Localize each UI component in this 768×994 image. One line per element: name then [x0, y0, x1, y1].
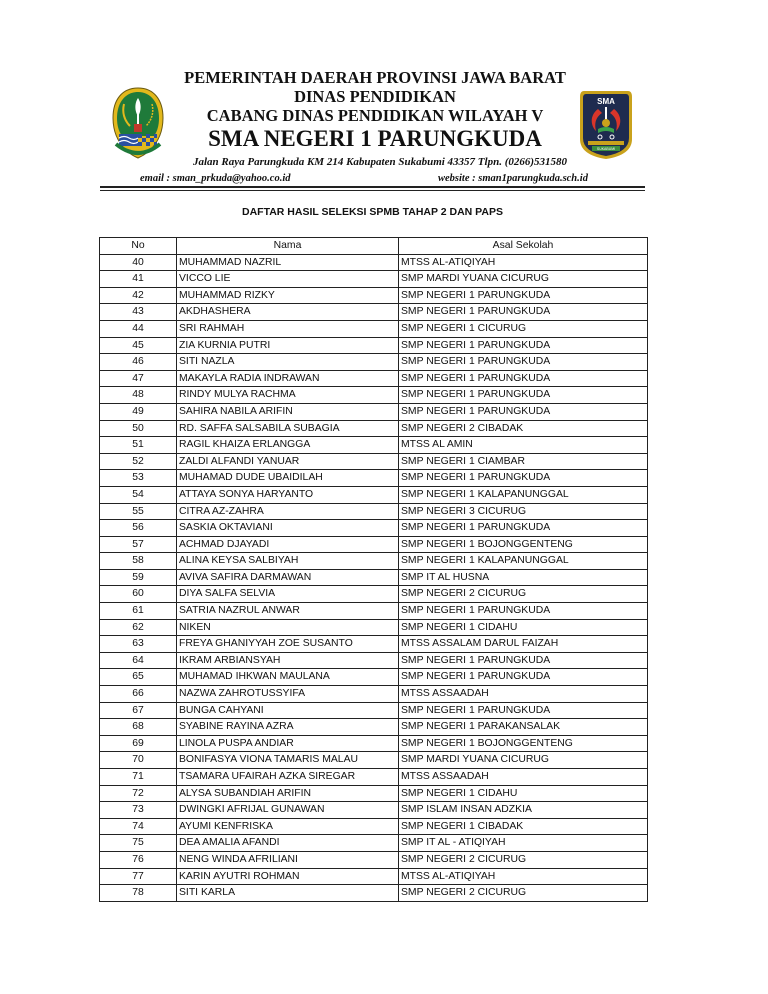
letterhead	[170, 68, 580, 152]
cell-nama: TSAMARA UFAIRAH AZKA SIREGAR	[177, 769, 399, 786]
cell-nama: DEA AMALIA AFANDI	[177, 835, 399, 852]
jawa-barat-emblem-icon	[110, 86, 166, 160]
cell-nama: BONIFASYA VIONA TAMARIS MALAU	[177, 752, 399, 769]
cell-asal-sekolah: SMP NEGERI 1 PARUNGKUDA	[399, 370, 648, 387]
cell-asal-sekolah: SMP NEGERI 1 BOJONGGENTENG	[399, 735, 648, 752]
school-emblem-icon	[578, 87, 634, 161]
cell-no: 57	[100, 536, 177, 553]
table-row	[100, 287, 648, 304]
cell-nama: AVIVA SAFIRA DARMAWAN	[177, 569, 399, 586]
cell-nama: CITRA AZ-ZAHRA	[177, 503, 399, 520]
table-row	[100, 719, 648, 736]
cell-no: 66	[100, 686, 177, 703]
cell-nama: MUHAMMAD RIZKY	[177, 287, 399, 304]
cell-nama: IKRAM ARBIANSYAH	[177, 652, 399, 669]
table-row	[100, 304, 648, 321]
cell-asal-sekolah: MTSS AL AMIN	[399, 437, 648, 454]
cell-nama: LINOLA PUSPA ANDIAR	[177, 735, 399, 752]
cell-no: 53	[100, 470, 177, 487]
cell-asal-sekolah: SMP IT AL - ATIQIYAH	[399, 835, 648, 852]
cell-nama: DIYA SALFA SELVIA	[177, 586, 399, 603]
cell-asal-sekolah: SMP NEGERI 1 PARUNGKUDA	[399, 669, 648, 686]
cell-nama: ZIA KURNIA PUTRI	[177, 337, 399, 354]
cell-nama: SYABINE RAYINA AZRA	[177, 719, 399, 736]
cell-asal-sekolah: SMP MARDI YUANA CICURUG	[399, 271, 648, 288]
cell-no: 58	[100, 553, 177, 570]
letterhead-divider	[100, 186, 645, 191]
government-line: PEMERINTAH DAERAH PROVINSI JAWA BARAT	[184, 68, 566, 87]
cell-asal-sekolah: MTSS ASSALAM DARUL FAIZAH	[399, 636, 648, 653]
cell-asal-sekolah: SMP NEGERI 1 BOJONGGENTENG	[399, 536, 648, 553]
table-row	[100, 785, 648, 802]
table-row	[100, 686, 648, 703]
table-row	[100, 271, 648, 288]
cell-asal-sekolah: SMP NEGERI 1 CIBADAK	[399, 818, 648, 835]
cell-nama: NIKEN	[177, 619, 399, 636]
table-row	[100, 320, 648, 337]
cell-nama: ALINA KEYSA SALBIYAH	[177, 553, 399, 570]
cell-no: 51	[100, 437, 177, 454]
cell-asal-sekolah: MTSS AL-ATIQIYAH	[399, 868, 648, 885]
table-row	[100, 569, 648, 586]
table-header-row	[100, 238, 648, 255]
cell-no: 69	[100, 735, 177, 752]
cell-nama: ATTAYA SONYA HARYANTO	[177, 486, 399, 503]
table-row	[100, 735, 648, 752]
cell-no: 70	[100, 752, 177, 769]
cell-asal-sekolah: MTSS ASSAADAH	[399, 769, 648, 786]
cell-nama: MUHAMAD DUDE UBAIDILAH	[177, 470, 399, 487]
table-row	[100, 603, 648, 620]
cell-no: 56	[100, 520, 177, 537]
cell-no: 54	[100, 486, 177, 503]
cell-nama: RINDY MULYA RACHMA	[177, 387, 399, 404]
cell-nama: BUNGA CAHYANI	[177, 702, 399, 719]
cell-no: 65	[100, 669, 177, 686]
cell-no: 40	[100, 254, 177, 271]
table-row	[100, 752, 648, 769]
cell-asal-sekolah: SMP NEGERI 1 PARUNGKUDA	[399, 354, 648, 371]
table-row	[100, 769, 648, 786]
cell-asal-sekolah: SMP NEGERI 1 PARUNGKUDA	[399, 652, 648, 669]
cell-asal-sekolah: SMP NEGERI 1 CICURUG	[399, 320, 648, 337]
school-email: email : sman_prkuda@yahoo.co.id	[140, 173, 291, 184]
cell-nama: SAHIRA NABILA ARIFIN	[177, 403, 399, 420]
cell-nama: NENG WINDA AFRILIANI	[177, 851, 399, 868]
table-row	[100, 254, 648, 271]
cell-no: 61	[100, 603, 177, 620]
cell-nama: FREYA GHANIYYAH ZOE SUSANTO	[177, 636, 399, 653]
cell-no: 41	[100, 271, 177, 288]
cell-nama: MUHAMAD IHKWAN MAULANA	[177, 669, 399, 686]
cell-asal-sekolah: SMP NEGERI 2 CICURUG	[399, 586, 648, 603]
cell-no: 68	[100, 719, 177, 736]
cell-no: 72	[100, 785, 177, 802]
table-row	[100, 835, 648, 852]
cell-asal-sekolah: SMP NEGERI 1 KALAPANUNGGAL	[399, 553, 648, 570]
cell-no: 76	[100, 851, 177, 868]
table-row	[100, 520, 648, 537]
cell-no: 62	[100, 619, 177, 636]
table-row	[100, 553, 648, 570]
cell-no: 52	[100, 453, 177, 470]
cell-nama: SASKIA OKTAVIANI	[177, 520, 399, 537]
table-row	[100, 437, 648, 454]
cell-no: 43	[100, 304, 177, 321]
table-row	[100, 420, 648, 437]
cell-no: 73	[100, 802, 177, 819]
cell-asal-sekolah: SMP NEGERI 1 PARUNGKUDA	[399, 337, 648, 354]
table-row	[100, 818, 648, 835]
table-row	[100, 702, 648, 719]
cell-asal-sekolah: SMP NEGERI 1 PARUNGKUDA	[399, 403, 648, 420]
cell-nama: ACHMAD DJAYADI	[177, 536, 399, 553]
cell-asal-sekolah: SMP NEGERI 1 CIDAHU	[399, 785, 648, 802]
cell-no: 42	[100, 287, 177, 304]
cell-asal-sekolah: SMP NEGERI 1 PARUNGKUDA	[399, 702, 648, 719]
cell-no: 67	[100, 702, 177, 719]
table-row	[100, 619, 648, 636]
cell-no: 47	[100, 370, 177, 387]
cell-no: 44	[100, 320, 177, 337]
cell-nama: SITI KARLA	[177, 885, 399, 902]
cell-asal-sekolah: SMP NEGERI 1 CIDAHU	[399, 619, 648, 636]
cell-asal-sekolah: SMP MARDI YUANA CICURUG	[399, 752, 648, 769]
table-row	[100, 636, 648, 653]
column-header-asal-sekolah: Asal Sekolah	[399, 238, 648, 255]
cell-no: 71	[100, 769, 177, 786]
table-row	[100, 802, 648, 819]
cell-no: 75	[100, 835, 177, 852]
cell-no: 59	[100, 569, 177, 586]
table-row	[100, 503, 648, 520]
cell-nama: RAGIL KHAIZA ERLANGGA	[177, 437, 399, 454]
selection-results-table	[99, 237, 648, 902]
cell-nama: AKDHASHERA	[177, 304, 399, 321]
column-header-no: No	[100, 238, 177, 255]
school-emblem-text-top: SMA	[597, 97, 615, 106]
cell-asal-sekolah: SMP NEGERI 1 KALAPANUNGGAL	[399, 486, 648, 503]
cell-asal-sekolah: SMP NEGERI 2 CICURUG	[399, 851, 648, 868]
cell-nama: DWINGKI AFRIJAL GUNAWAN	[177, 802, 399, 819]
cell-no: 64	[100, 652, 177, 669]
cell-asal-sekolah: SMP NEGERI 1 PARUNGKUDA	[399, 304, 648, 321]
table-row	[100, 486, 648, 503]
cell-asal-sekolah: SMP NEGERI 1 CIAMBAR	[399, 453, 648, 470]
cell-asal-sekolah: SMP NEGERI 3 CICURUG	[399, 503, 648, 520]
table-row	[100, 669, 648, 686]
table-row	[100, 851, 648, 868]
table-row	[100, 536, 648, 553]
table-row	[100, 387, 648, 404]
table-row	[100, 370, 648, 387]
table-row	[100, 868, 648, 885]
table-row	[100, 885, 648, 902]
table-row	[100, 354, 648, 371]
cell-nama: RD. SAFFA SALSABILA SUBAGIA	[177, 420, 399, 437]
cell-no: 46	[100, 354, 177, 371]
cell-nama: VICCO LIE	[177, 271, 399, 288]
cell-asal-sekolah: MTSS ASSAADAH	[399, 686, 648, 703]
table-row	[100, 453, 648, 470]
cell-asal-sekolah: SMP NEGERI 2 CIBADAK	[399, 420, 648, 437]
cell-no: 49	[100, 403, 177, 420]
cell-nama: AYUMI KENFRISKA	[177, 818, 399, 835]
department-line: DINAS PENDIDIKAN	[294, 87, 456, 106]
document-title: DAFTAR HASIL SELEKSI SPMB TAHAP 2 DAN PAPS	[242, 206, 503, 218]
cell-no: 78	[100, 885, 177, 902]
table-row	[100, 337, 648, 354]
table-row	[100, 652, 648, 669]
cell-asal-sekolah: SMP NEGERI 1 PARUNGKUDA	[399, 287, 648, 304]
branch-line: CABANG DINAS PENDIDIKAN WILAYAH V	[206, 106, 544, 125]
cell-nama: SITI NAZLA	[177, 354, 399, 371]
table-row	[100, 403, 648, 420]
cell-nama: SATRIA NAZRUL ANWAR	[177, 603, 399, 620]
cell-asal-sekolah: SMP ISLAM INSAN ADZKIA	[399, 802, 648, 819]
cell-no: 48	[100, 387, 177, 404]
cell-nama: KARIN AYUTRI ROHMAN	[177, 868, 399, 885]
cell-no: 74	[100, 818, 177, 835]
cell-nama: NAZWA ZAHROTUSSYIFA	[177, 686, 399, 703]
cell-asal-sekolah: SMP NEGERI 1 PARUNGKUDA	[399, 603, 648, 620]
cell-asal-sekolah: MTSS AL-ATIQIYAH	[399, 254, 648, 271]
cell-nama: MUHAMMAD NAZRIL	[177, 254, 399, 271]
cell-no: 63	[100, 636, 177, 653]
school-website: website : sman1parungkuda.sch.id	[438, 173, 588, 184]
cell-asal-sekolah: SMP NEGERI 2 CICURUG	[399, 885, 648, 902]
cell-asal-sekolah: SMP NEGERI 1 PARUNGKUDA	[399, 387, 648, 404]
column-header-nama: Nama	[177, 238, 399, 255]
cell-no: 60	[100, 586, 177, 603]
cell-asal-sekolah: SMP IT AL HUSNA	[399, 569, 648, 586]
table-row	[100, 586, 648, 603]
school-emblem-text-bottom: SUKABUMI	[596, 147, 616, 151]
school-name: SMA NEGERI 1 PARUNGKUDA	[208, 126, 542, 151]
cell-asal-sekolah: SMP NEGERI 1 PARAKANSALAK	[399, 719, 648, 736]
school-address: Jalan Raya Parungkuda KM 214 Kabupaten Sukabumi 43357 Tlpn. (0266)531580	[192, 156, 568, 168]
cell-nama: ZALDI ALFANDI YANUAR	[177, 453, 399, 470]
cell-nama: ALYSA SUBANDIAH ARIFIN	[177, 785, 399, 802]
cell-nama: SRI RAHMAH	[177, 320, 399, 337]
cell-no: 50	[100, 420, 177, 437]
cell-no: 55	[100, 503, 177, 520]
cell-nama: MAKAYLA RADIA INDRAWAN	[177, 370, 399, 387]
cell-asal-sekolah: SMP NEGERI 1 PARUNGKUDA	[399, 520, 648, 537]
cell-no: 77	[100, 868, 177, 885]
cell-asal-sekolah: SMP NEGERI 1 PARUNGKUDA	[399, 470, 648, 487]
cell-no: 45	[100, 337, 177, 354]
table-row	[100, 470, 648, 487]
